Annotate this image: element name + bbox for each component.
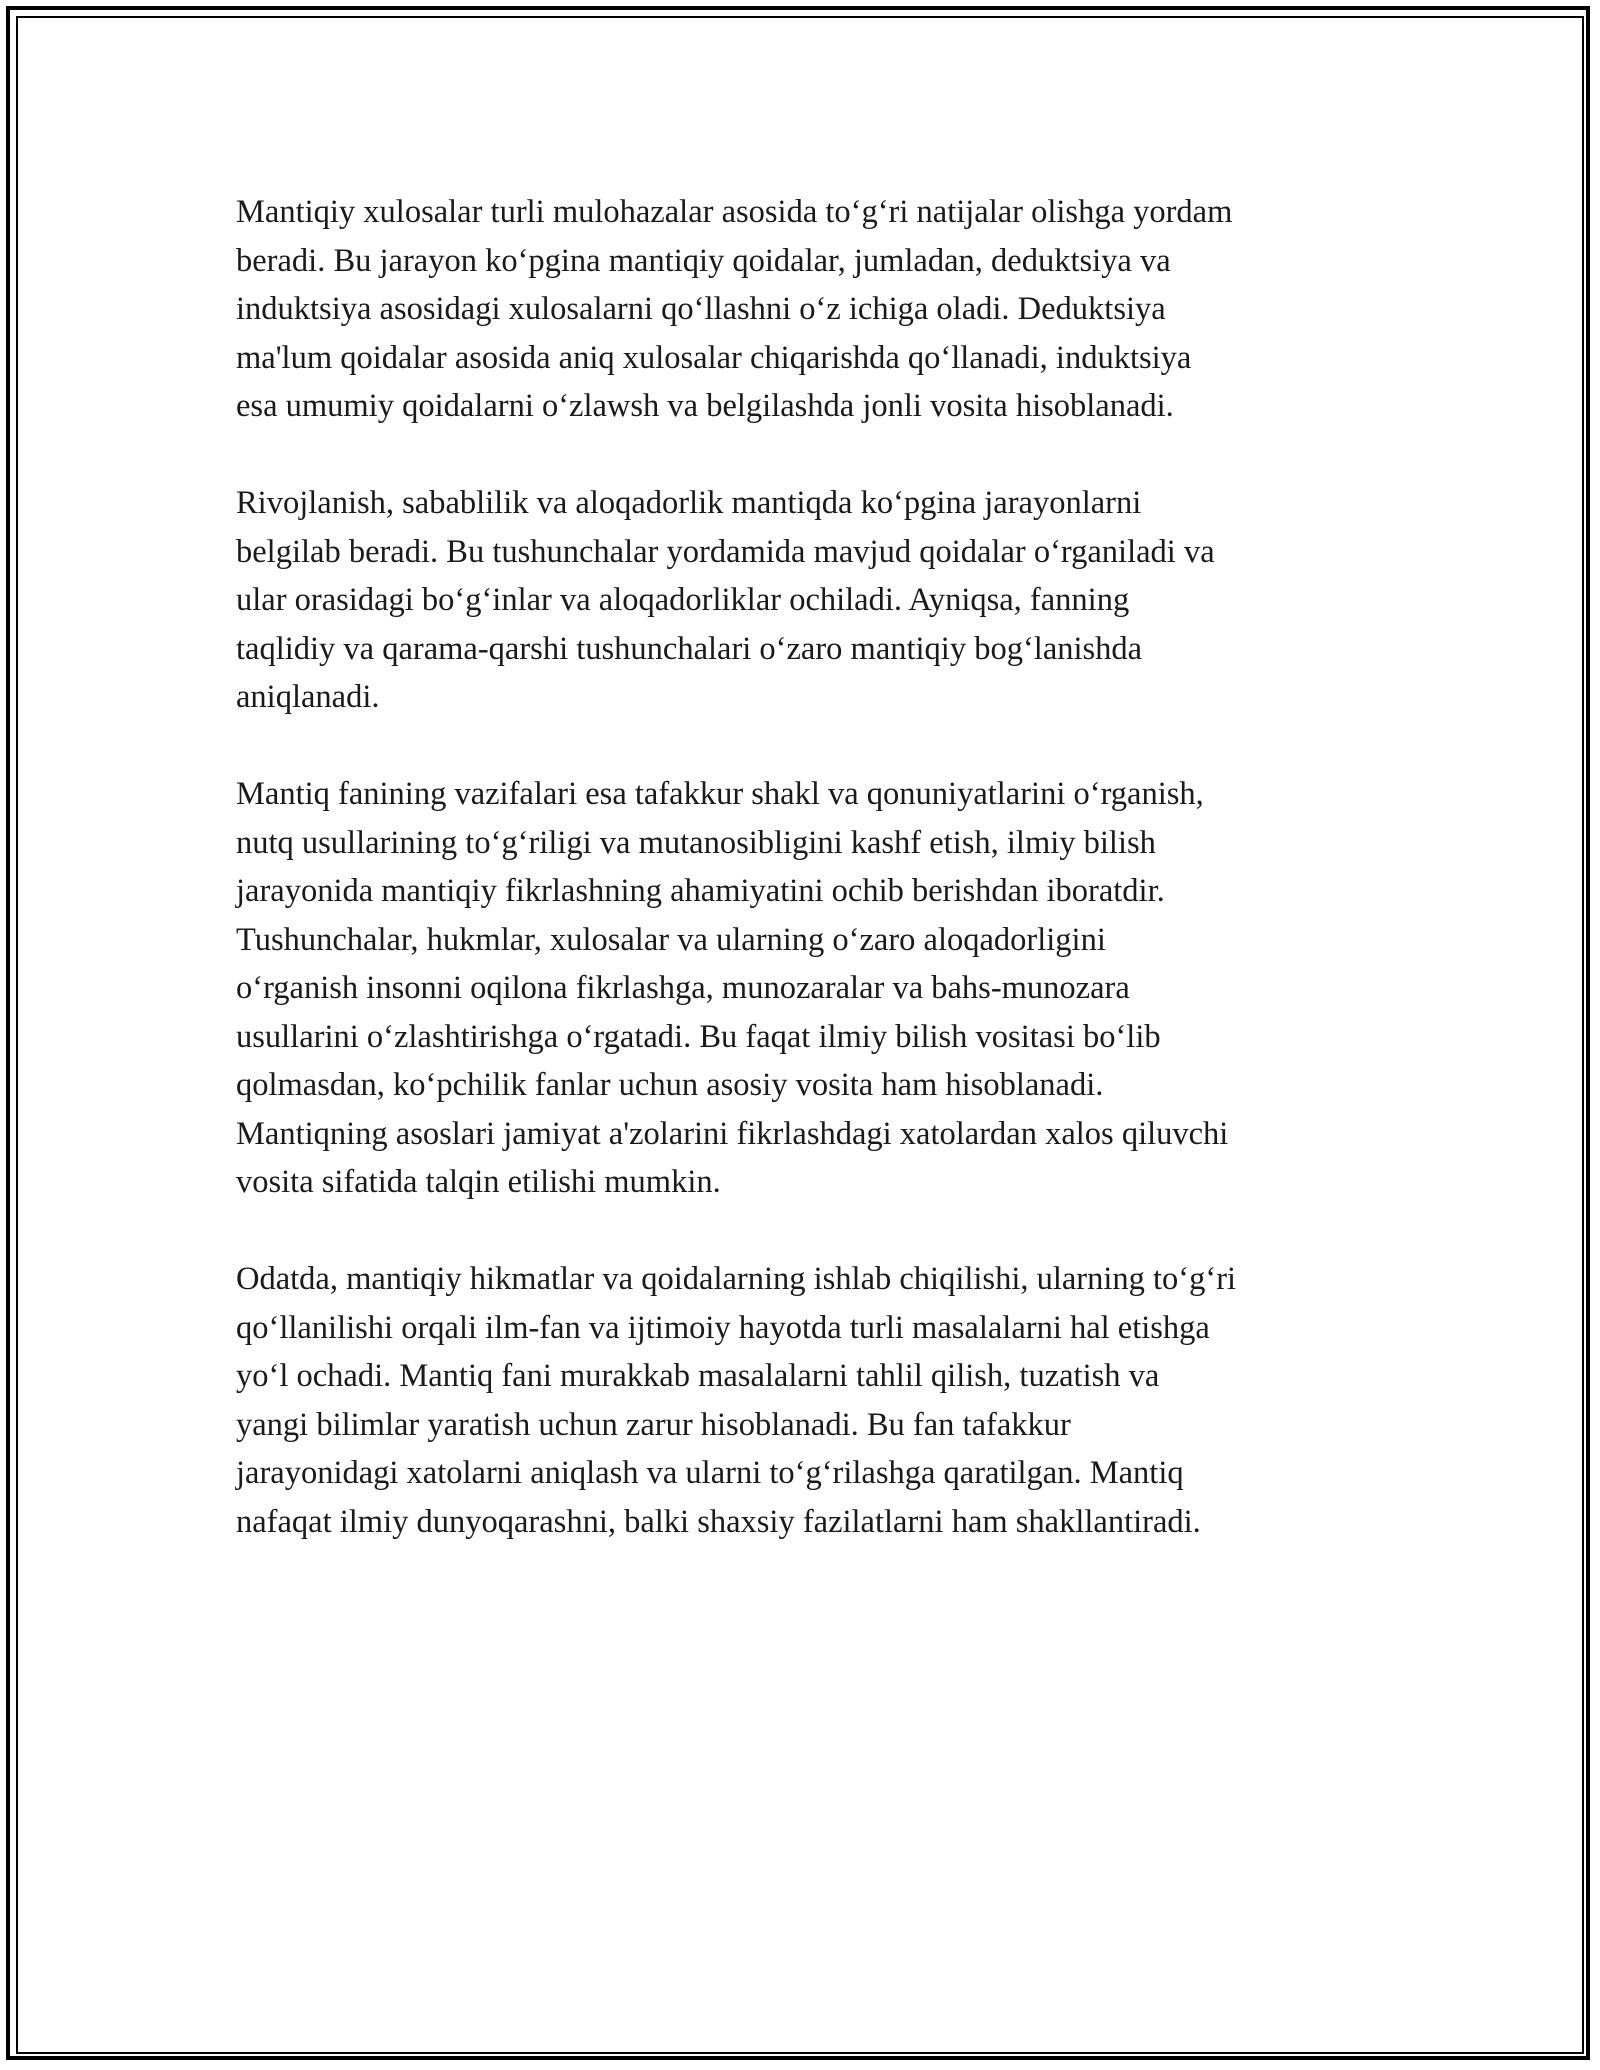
text-line: vosita sifatida talqin etilishi mumkin.	[236, 1164, 721, 1200]
text-line: jarayonida mantiqiy fikrlashning ahamiyatini ochib berishdan iboratdir.	[236, 873, 1165, 909]
text-line: aniqlanadi.	[236, 679, 380, 715]
text-line: o‘rganish insonni oqilona fikrlashga, munozaralar va bahs-munozara	[236, 970, 1130, 1006]
text-line: Mantiqiy xulosalar turli mulohazalar asosida to‘g‘ri natijalar olishga yordam	[236, 194, 1233, 230]
text-line: ular orasidagi bo‘g‘inlar va aloqadorliklar ochiladi. Ayniqsa, fanning	[236, 582, 1130, 618]
text-line: nafaqat ilmiy dunyoqarashni, balki shaxsiy fazilatlarni ham shakllantiradi.	[236, 1503, 1201, 1540]
text-line: esa umumiy qoidalarni o‘zlawsh va belgilashda jonli vosita hisoblanadi.	[236, 388, 1174, 424]
text-line: belgilab beradi. Bu tushunchalar yordamida mavjud qoidalar o‘rganiladi va	[236, 533, 1215, 570]
text-line: usullarini o‘zlashtirishga o‘rgatadi. Bu faqat ilmiy bilish vositasi bo‘lib	[236, 1018, 1161, 1055]
text-line: Tushunchalar, hukmlar, xulosalar va ularning o‘zaro aloqadorligini	[236, 921, 1106, 958]
text-line: Mantiq fanining vazifalari esa tafakkur shakl va qonuniyatlarini o‘rganish,	[236, 776, 1204, 812]
document-body	[236, 188, 1376, 1595]
text-line: Rivojlanish, sabablilik va aloqadorlik mantiqda ko‘pgina jarayonlarni	[236, 485, 1142, 521]
text-line: taqlidiy va qarama-qarshi tushunchalari o‘zaro mantiqiy bog‘lanishda	[236, 630, 1143, 667]
text-line: jarayonidagi xatolarni aniqlash va ularni to‘g‘rilashga qaratilgan. Mantiq	[236, 1455, 1184, 1491]
text-line: ma'lum qoidalar asosida aniq xulosalar chiqarishda qo‘llanadi, induktsiya	[236, 339, 1192, 376]
text-line: nutq usullarining to‘g‘riligi va mutanosibligini kashf etish, ilmiy bilish	[236, 824, 1156, 861]
text-line: Mantiqning asoslari jamiyat a'zolarini fikrlashdagi xatolardan xalos qiluvchi	[236, 1115, 1229, 1152]
text-line: induktsiya asosidagi xulosalarni qo‘llashni o‘z ichiga oladi. Deduktsiya	[236, 291, 1166, 327]
text-line: qolmasdan, ko‘pchilik fanlar uchun asosiy vosita ham hisoblanadi.	[236, 1067, 1104, 1103]
paragraph-2	[236, 479, 1376, 722]
text-line: qo‘llanilishi orqali ilm-fan va ijtimoiy hayotda turli masalalarni hal etishga	[236, 1309, 1210, 1346]
text-line: Odatda, mantiqiy hikmatlar va qoidalarning ishlab chiqilishi, ularning to‘g‘ri	[236, 1261, 1237, 1297]
text-line: yangi bilimlar yaratish uchun zarur hisoblanadi. Bu fan tafakkur	[236, 1406, 1071, 1443]
paragraph-4	[236, 1255, 1376, 1546]
text-line: yo‘l ochadi. Mantiq fani murakkab masalalarni tahlil qilish, tuzatish va	[236, 1358, 1160, 1394]
paragraph-1	[236, 188, 1376, 431]
text-line: beradi. Bu jarayon ko‘pgina mantiqiy qoidalar, jumladan, deduktsiya va	[236, 242, 1171, 279]
paragraph-3	[236, 770, 1376, 1207]
